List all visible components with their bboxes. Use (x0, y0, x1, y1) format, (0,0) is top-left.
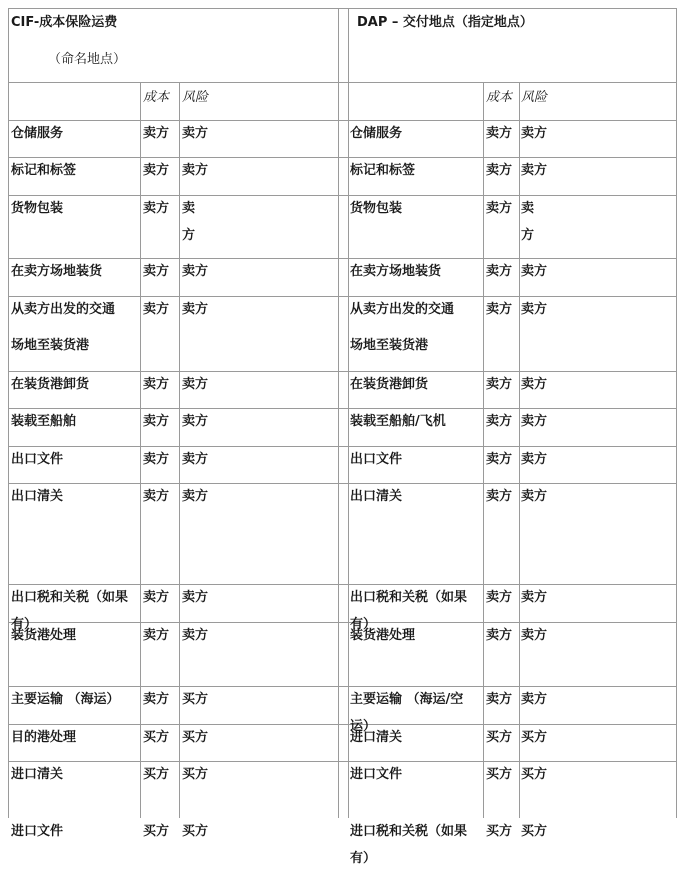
cif-cost-cell: 买方 (143, 730, 170, 745)
dap-item-cell: 在卖方场地装货 (350, 264, 442, 279)
dap-risk-cell: 卖方 (521, 628, 548, 643)
cif-cost-cell: 卖方 (143, 414, 170, 429)
dap-item-cell: 仓储服务 (350, 126, 403, 141)
cif-cost-cell: 买方 (143, 824, 170, 839)
dap-risk-cell: 卖方 (521, 590, 548, 605)
dap-item-cell: 进口清关 (350, 730, 403, 745)
cif-risk-cell: 卖方 (182, 163, 209, 178)
dap-risk-cell: 卖方 (521, 126, 548, 141)
cif-item-cell: 进口清关 (11, 767, 64, 782)
dap-cost-cell: 卖方 (486, 126, 513, 141)
table-column-divider (676, 8, 677, 818)
cif-cost-cell: 卖方 (143, 489, 170, 504)
cif-item-cell: 标记和标签 (11, 163, 77, 178)
cif-cost-cell: 卖方 (143, 377, 170, 392)
table-row-divider (8, 446, 676, 447)
cif-cost-cell: 卖方 (143, 201, 170, 216)
dap-risk-column-header: 风险 (521, 90, 548, 105)
cif-cost-cell: 卖方 (143, 452, 170, 467)
dap-item-cell: 出口文件 (350, 452, 403, 467)
table-column-divider (338, 8, 339, 818)
dap-risk-cell: 卖 (521, 201, 535, 216)
dap-risk-cell: 卖方 (521, 489, 548, 504)
cif-item-cell: 装货港处理 (11, 628, 77, 643)
cif-cost-column-header: 成本 (143, 90, 170, 105)
cif-risk-cell: 卖方 (182, 452, 209, 467)
table-column-divider (140, 82, 141, 818)
cif-risk-cell: 买方 (182, 692, 209, 707)
dap-risk-cell: 卖方 (521, 452, 548, 467)
dap-cost-cell: 卖方 (486, 201, 513, 216)
cif-item-cell: 在卖方场地装货 (11, 264, 103, 279)
table-row-divider (8, 408, 676, 409)
table-row-divider (8, 622, 676, 623)
cif-item-cell: 在装货港卸货 (11, 377, 90, 392)
cif-risk-cell: 卖 (182, 201, 196, 216)
dap-risk-cell: 卖方 (521, 377, 548, 392)
table-column-divider (348, 8, 349, 818)
cif-risk-cell: 卖方 (182, 377, 209, 392)
dap-cost-cell: 卖方 (486, 377, 513, 392)
cif-risk-cell: 买方 (182, 730, 209, 745)
cif-cost-cell: 卖方 (143, 264, 170, 279)
dap-risk-cell: 卖方 (521, 163, 548, 178)
table-column-divider (8, 8, 9, 818)
dap-risk-cell: 买方 (521, 767, 548, 782)
dap-risk-cell: 卖方 (521, 414, 548, 429)
table-row-divider (8, 724, 676, 725)
dap-item-cell: 有） (350, 617, 377, 632)
dap-risk-cell: 卖方 (521, 692, 548, 707)
dap-item-cell: 在装货港卸货 (350, 377, 429, 392)
table-row-divider (8, 258, 676, 259)
table-row-divider (8, 371, 676, 372)
dap-item-cell: 进口税和关税（如果 (350, 824, 468, 839)
cif-cost-cell: 卖方 (143, 692, 170, 707)
cif-item-cell: 场地至装货港 (11, 338, 90, 353)
table-column-divider (519, 82, 520, 818)
dap-item-cell: 装载至船舶/飞机 (350, 414, 446, 429)
dap-item-cell: 出口清关 (350, 489, 403, 504)
cif-risk-cell: 卖方 (182, 264, 209, 279)
cif-risk-cell: 方 (182, 228, 196, 243)
dap-cost-cell: 卖方 (486, 452, 513, 467)
cif-risk-cell: 卖方 (182, 590, 209, 605)
cif-item-cell: 从卖方出发的交通 (11, 302, 116, 317)
dap-item-cell: 从卖方出发的交通 (350, 302, 455, 317)
cif-risk-cell: 买方 (182, 767, 209, 782)
dap-risk-cell: 方 (521, 228, 535, 243)
dap-cost-cell: 买方 (486, 730, 513, 745)
dap-cost-cell: 卖方 (486, 302, 513, 317)
dap-cost-cell: 卖方 (486, 489, 513, 504)
table-row-divider (8, 120, 676, 121)
cif-item-cell: 出口税和关税（如果 (11, 590, 129, 605)
dap-item-cell: 出口税和关税（如果 (350, 590, 468, 605)
cif-item-cell: 进口文件 (11, 824, 64, 839)
cif-risk-column-header: 风险 (182, 90, 209, 105)
table-row-divider (8, 82, 676, 83)
table-row-divider (8, 157, 676, 158)
dap-risk-cell: 卖方 (521, 264, 548, 279)
dap-item-cell: 装货港处理 (350, 628, 416, 643)
dap-cost-cell: 卖方 (486, 628, 513, 643)
cif-cost-cell: 买方 (143, 767, 170, 782)
cif-cost-cell: 卖方 (143, 590, 170, 605)
cif-risk-cell: 买方 (182, 824, 209, 839)
dap-heading: DAP – 交付地点（指定地点） (357, 15, 533, 30)
dap-cost-cell: 卖方 (486, 163, 513, 178)
cif-item-cell: 出口清关 (11, 489, 64, 504)
cif-risk-cell: 卖方 (182, 489, 209, 504)
cif-item-cell: 出口文件 (11, 452, 64, 467)
dap-cost-cell: 买方 (486, 824, 513, 839)
dap-cost-cell: 卖方 (486, 692, 513, 707)
dap-item-cell: 标记和标签 (350, 163, 416, 178)
dap-item-cell: 主要运输 （海运/空 (350, 692, 464, 707)
cif-item-cell: 仓储服务 (11, 126, 64, 141)
cif-item-cell: 有） (11, 617, 38, 632)
cif-cost-cell: 卖方 (143, 163, 170, 178)
table-column-divider (483, 82, 484, 818)
dap-item-cell: 运） (350, 719, 377, 734)
dap-risk-cell: 卖方 (521, 302, 548, 317)
cif-item-cell: 货物包装 (11, 201, 64, 216)
table-row-divider (8, 483, 676, 484)
dap-item-cell: 场地至装货港 (350, 338, 429, 353)
dap-item-cell: 进口文件 (350, 767, 403, 782)
dap-cost-cell: 买方 (486, 767, 513, 782)
dap-cost-cell: 卖方 (486, 264, 513, 279)
table-row-divider (8, 195, 676, 196)
dap-cost-column-header: 成本 (486, 90, 513, 105)
cif-cost-cell: 卖方 (143, 628, 170, 643)
cif-subheading: （命名地点） (48, 52, 127, 67)
cif-risk-cell: 卖方 (182, 126, 209, 141)
dap-risk-cell: 买方 (521, 730, 548, 745)
table-row-divider (8, 761, 676, 762)
cif-cost-cell: 卖方 (143, 302, 170, 317)
dap-cost-cell: 卖方 (486, 590, 513, 605)
cif-item-cell: 主要运输 （海运） (11, 692, 120, 707)
dap-item-cell: 货物包装 (350, 201, 403, 216)
dap-item-cell: 有） (350, 851, 377, 866)
table-column-divider (179, 82, 180, 818)
dap-risk-cell: 买方 (521, 824, 548, 839)
cif-cost-cell: 卖方 (143, 126, 170, 141)
cif-item-cell: 目的港处理 (11, 730, 77, 745)
cif-heading: CIF-成本保险运费 (11, 15, 118, 30)
cif-item-cell: 装载至船舶 (11, 414, 77, 429)
cif-risk-cell: 卖方 (182, 628, 209, 643)
dap-cost-cell: 卖方 (486, 414, 513, 429)
cif-risk-cell: 卖方 (182, 414, 209, 429)
cif-risk-cell: 卖方 (182, 302, 209, 317)
